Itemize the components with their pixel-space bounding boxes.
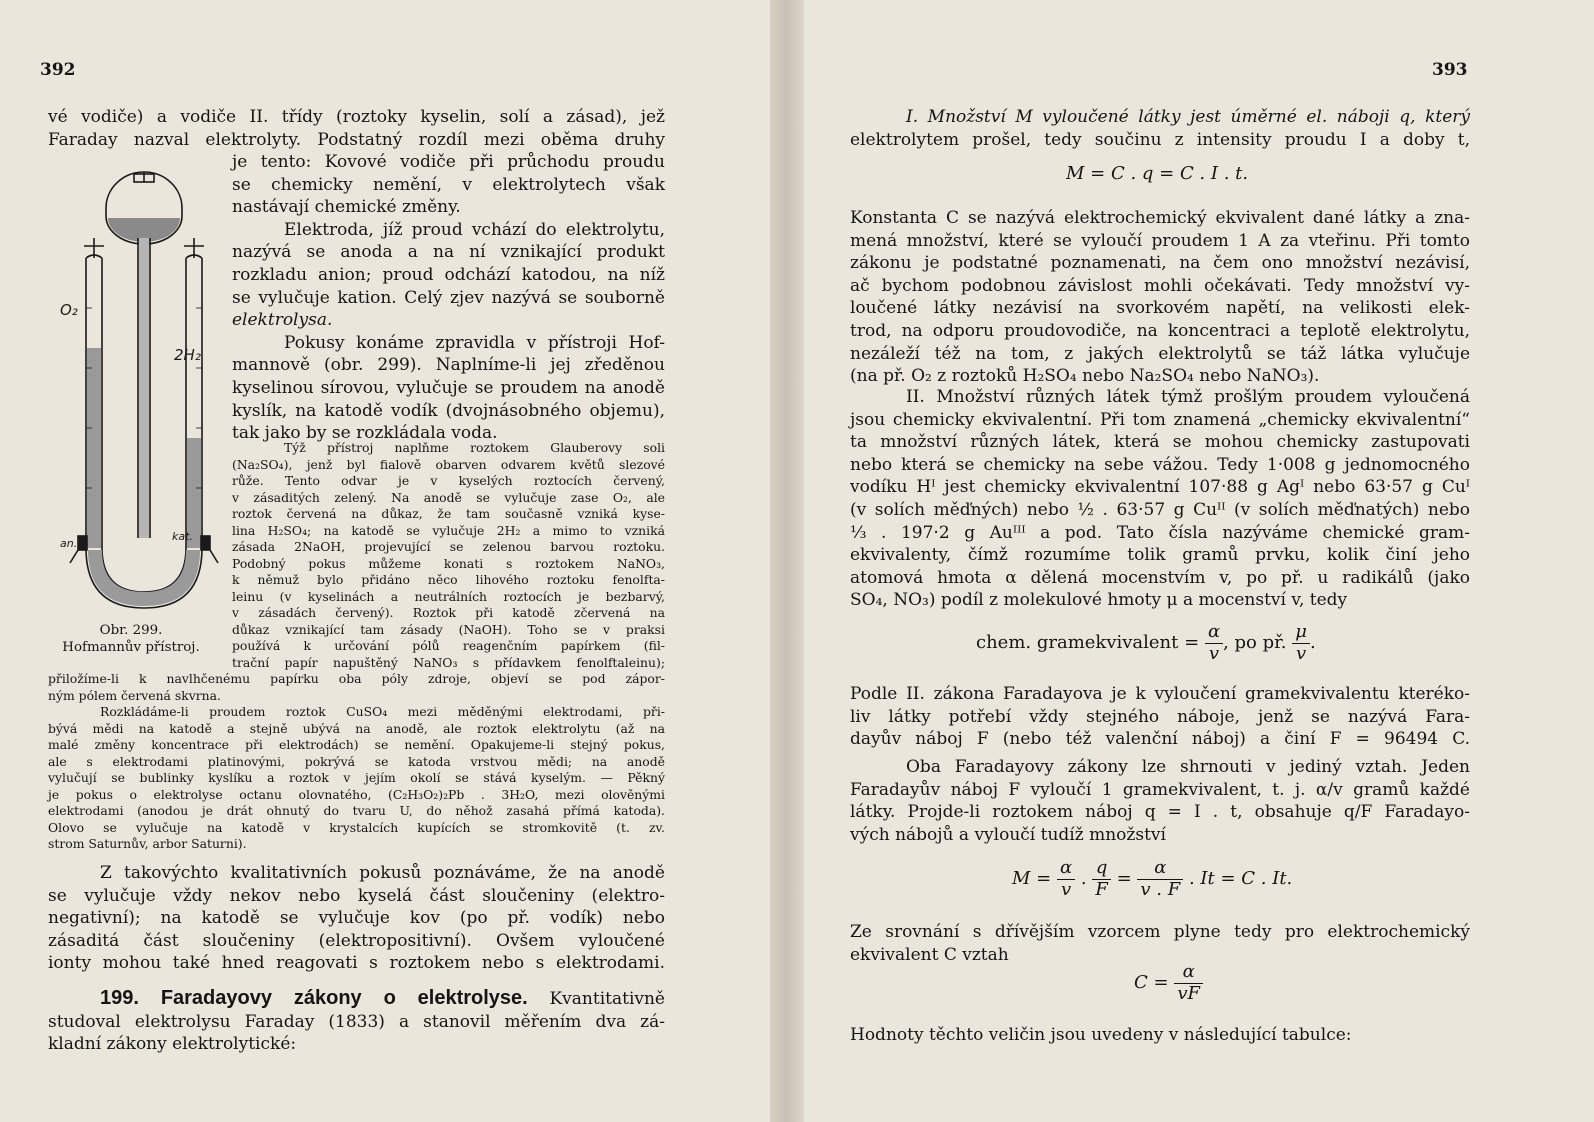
text-line: Elektroda, jíž proud vchází do elektrolytu,: [284, 219, 665, 240]
text-line: se vylučuje kation. Celý zjev nazývá se souborně: [232, 287, 665, 308]
formula-electrochemical-equivalent: [1134, 962, 1203, 1004]
text-line: Faraday nazval elektrolyty. Podstatný rozdíl mezi oběma druhy: [48, 129, 665, 150]
fraction: [1092, 858, 1111, 900]
formula-text: .: [1080, 868, 1087, 890]
figure-caption: [40, 622, 222, 656]
text-line: Konstanta C se nazývá elektrochemický ekvivalent dané látky a zna-: [850, 208, 1470, 228]
text-line: Podle II. zákona Faradayova je k vyloučení gramekvivalentu kteréko-: [850, 684, 1470, 704]
denominator: vF: [1177, 982, 1200, 1004]
book-gutter: [770, 0, 804, 1122]
numerator: μ: [1292, 622, 1310, 644]
text-line: bývá mědi na katodě a stejně ubývá na anodě, ale roztok elektrolytu (až na: [48, 720, 665, 736]
denominator: v . F: [1140, 878, 1181, 900]
text-line: atomová hmota α dělená mocenstvím v, po př. u radikálů (jako: [850, 567, 1470, 588]
formula-law1: M = C . q = C . I . t.: [1066, 163, 1249, 184]
denominator: v: [1060, 878, 1072, 900]
formula-text: C =: [1134, 972, 1169, 994]
text-line: zásada 2NaOH, projevující se zelenou barvou roztoku.: [232, 539, 665, 554]
text-line: SO₄, NO₃) podíl z molekulové hmoty μ a mocenství v, tedy: [850, 590, 1348, 611]
text-line: růže. Tento odvar je v kyselých roztocích červený,: [232, 473, 665, 488]
fraction: [1292, 622, 1310, 664]
text-line: nebo která se chemicky na sebe vážou. Tedy 1·008 g jednomocného: [850, 454, 1470, 475]
numerator: α: [1205, 622, 1223, 644]
law1-text: [850, 106, 1470, 151]
text-line: Oba Faradayovy zákony lze shrnouti v jediný vztah. Jeden: [906, 757, 1470, 777]
text-line: Hodnoty těchto veličin jsou uvedeny v následující tabulce:: [850, 1025, 1352, 1045]
text-line: leinu (v kyselinách a neutrálních roztocích je bezbarvý,: [232, 588, 665, 604]
formula-text: .: [1309, 632, 1316, 654]
figure-label-2h2: 2H₂: [174, 346, 201, 364]
denominator: v: [1208, 642, 1220, 664]
fraction: [1057, 858, 1075, 900]
formula-combined: [1012, 858, 1292, 900]
fraction: [1174, 962, 1203, 1004]
figure-label-anode: an.: [60, 537, 78, 550]
text-line: tak jako by se rozkládala voda.: [232, 423, 498, 444]
left-page: [0, 0, 770, 1122]
text-line: studoval elektrolysu Faraday (1833) a stanovil měřením dva zá-: [48, 1011, 665, 1032]
text-line: trod, na odporu proudovodiče, na koncentraci a teplotě elektrolytu,: [850, 320, 1470, 341]
text-line: Podobný pokus můžeme konati s roztokem NaNO₃,: [232, 555, 665, 571]
figure-caption-text: Hofmannův přístroj.: [62, 640, 200, 655]
formula-text: . It = C . It.: [1188, 868, 1293, 890]
page-number-left: 392: [40, 60, 76, 80]
section-heading: 199. Faradayovy zákony o elektrolyse.: [100, 987, 528, 1009]
text-line: kyslík, na katodě vodík (dvojnásobného objemu),: [232, 400, 665, 421]
text-line: používá k určování pólů reagenčním papírkem (fil-: [232, 638, 665, 653]
section-heading-line: [48, 987, 665, 1011]
text-line: (Na₂SO₄), jenž byl fialově obarven odvarem květů slezové: [232, 456, 665, 472]
text-line: (v solích měďných) nebo ½ . 63·57 g Cuᴵᴵ (v solích měďnatých) nebo: [850, 499, 1470, 520]
text-line: ⅓ . 197·2 g Auᴵᴵᴵ a pod. Tato čísla nazýváme chemické gram-: [850, 522, 1470, 543]
text-line: je tento: Kovové vodiče při průchodu proudu: [232, 152, 665, 172]
text-line: ale s elektrodami platinovými, pokrývá se katoda vrstvou mědi; na anodě: [48, 753, 665, 769]
hofmann-apparatus-drawing: [70, 172, 218, 608]
text-line: lina H₂SO₄; na katodě se vylučuje 2H₂ a mimo to vzniká: [232, 522, 665, 538]
text-line: elektrodami (anodou je drát ohnutý do tvaru U, do něhož zasahá přímá katoda).: [48, 803, 665, 818]
formula-text: M =: [1012, 868, 1052, 890]
text-line: zákonu je podstatné poznamenati, na čem ono množství nezávisí,: [850, 253, 1470, 274]
text-line: v zásadách červený). Roztok při katodě zčervená na: [232, 605, 665, 620]
numerator: α: [1057, 858, 1075, 880]
text-line: Pokusy konáme zpravidla v přístroji Hof-: [284, 332, 665, 353]
section-heading-tail: Kvantitativně: [527, 989, 665, 1009]
formula-text: =: [1116, 868, 1132, 890]
paragraph-final: [850, 1024, 1470, 1047]
numerator: α: [1137, 858, 1183, 880]
formula-text: chem. gramekvivalent =: [976, 632, 1200, 654]
paragraph-combined: [850, 756, 1470, 846]
fraction: [1205, 622, 1223, 664]
text-line: malé změny koncentrace při elektrodách) se nemění. Opakujeme-li stejný pokus,: [48, 737, 665, 752]
text-line: jsou chemicky ekvivalentní. Při tom znamená „chemicky ekvivalentní“: [850, 409, 1470, 430]
text-line: ekvivalenty, čímž rozumíme tolik gramů prvku, kolik činí jeho: [850, 545, 1470, 566]
text-line: vodíku Hᴵ jest chemicky ekvivalentní 107·88 g Agᴵ nebo 63·57 g Cuᴵ: [850, 477, 1470, 498]
formula-text: , po př.: [1223, 632, 1287, 654]
left-bottom-text: [48, 862, 665, 975]
text-line: I. Množství M vyloučené látky jest úměrné el. náboji q, který: [906, 107, 1470, 127]
text-line: ta množství různých látek, která se mohou chemicky zastupovati: [850, 432, 1470, 453]
text-line: negativní); na katodě se vylučuje kov (po př. vodík) nebo: [48, 908, 665, 929]
paragraph-faraday-charge: [850, 683, 1470, 751]
text-line: Olovo se vylučuje na katodě v krystalcích kupících se stromkovitě (t. zv.: [48, 819, 665, 835]
text-line: Faradayův náboj F vyloučí 1 gramekvivalent, t. j. α/v gramů každé: [850, 779, 1470, 800]
text-line: mená množství, které se vyloučí proudem 1 A za vteřinu. Při tomto: [850, 230, 1470, 251]
text-line: se vylučuje vždy nekov nebo kyselá část sloučeniny (elektro-: [48, 885, 665, 906]
text-line: rozkladu anion; proud odchází katodou, na níž: [232, 264, 665, 285]
left-section-text: [48, 987, 665, 1056]
text-line: ným pólem červená skvrna.: [48, 687, 221, 703]
text-line: Z takovýchto kvalitativních pokusů poznáváme, že na anodě: [100, 863, 665, 883]
law2-text: [850, 386, 1470, 612]
text-line: trační papír napuštěný NaNO₃ s přídavkem fenolftaleinu);: [232, 654, 665, 670]
text-line: nezáleží též na tom, z jakých elektrolytů se táž látka vylučuje: [850, 343, 1470, 364]
text-line: strom Saturnův, arbor Saturni).: [48, 836, 247, 851]
numerator: q: [1092, 858, 1111, 880]
paragraph-constant: [850, 207, 1470, 388]
text-line: vé vodiče) a vodiče II. třídy (roztoky kyselin, solí a zásad), jež: [48, 107, 665, 127]
text-line: nastávají chemické změny.: [232, 197, 461, 218]
text-line: se chemicky nemění, v elektrolytech však: [232, 174, 665, 195]
left-small-wrap-text: [232, 440, 665, 671]
text-line: (na př. O₂ z roztoků H₂SO₄ nebo Na₂SO₄ nebo NaNO₃).: [850, 366, 1320, 387]
text-line: ionty mohou také hned reagovati s roztokem nebo s elektrodami.: [48, 953, 665, 974]
text-line: ekvivalent C vztah: [850, 944, 1009, 965]
figure-caption-number: Obr. 299.: [99, 623, 163, 638]
text-line: nazývá se anoda a na ní vznikající produkt: [232, 242, 665, 263]
left-top-text: [48, 106, 665, 151]
hofmann-apparatus-figure: [48, 168, 228, 626]
text-line: ač bychom podobnou závislost mohli očekávati. Tedy množství vy-: [850, 275, 1470, 296]
text-line: přiložíme-li k navlhčenému papírku oba póly zdroje, objeví se pod zápor-: [48, 671, 665, 686]
text-line: Ze srovnání s dřívějším vzorcem plyne tedy pro elektrochemický: [850, 922, 1470, 942]
text-line: roztok červená na důkaz, že tam současně vzniká kyse-: [232, 506, 665, 521]
fraction: [1137, 858, 1183, 900]
text-line: dayův náboj F (nebo též valenční náboj) a činí F = 96494 C.: [850, 729, 1470, 750]
text-line: látky. Projde-li roztokem náboj q = I . t, obsahuje q/F Faradayo-: [850, 802, 1470, 823]
formula-gramekvivalent: [976, 622, 1316, 664]
text-line: vylučují se bublinky kyslíku a roztok v jejím okolí se stává kyselým. — Pěkný: [48, 770, 665, 785]
text-line: elektrolysa.: [232, 310, 333, 331]
text-line: je pokus o elektrolyse octanu olovnatého, (C₂H₃O₂)₂Pb . 3H₂O, mezi olověnými: [48, 786, 665, 802]
text-line: elektrolytem prošel, tedy součinu z intensity proudu I a doby t,: [850, 129, 1470, 150]
text-line: kyselinou sírovou, vylučuje se proudem na anodě: [232, 377, 665, 398]
text-line: k němuž bylo přidáno něco lihového roztoku fenolfta-: [232, 572, 665, 587]
left-wrap-text: [232, 151, 665, 445]
numerator: α: [1174, 962, 1203, 984]
text-line: mannově (obr. 299). Naplníme-li jej zředěnou: [232, 355, 665, 376]
denominator: F: [1095, 878, 1108, 900]
text-line: Týž přístroj naplňme roztokem Glauberovy soli: [284, 440, 665, 455]
text-line: loučené látky nezávisí na svorkovém napětí, na velikosti elek-: [850, 298, 1470, 319]
paragraph-comparison: [850, 921, 1470, 966]
figure-label-cathode: kat.: [172, 530, 193, 543]
text-line: Rozkládáme-li proudem roztok CuSO₄ mezi měděnými elektrodami, při-: [100, 704, 665, 719]
text-line: II. Množství různých látek týmž prošlým proudem vyloučená: [906, 387, 1470, 407]
text-line: v zásaditých zelený. Na anodě se vylučuje zase O₂, ale: [232, 489, 665, 505]
text-line: liv látky potřebí vždy stejného náboje, jenž se nazývá Fara-: [850, 706, 1470, 727]
figure-label-o2: O₂: [60, 301, 78, 319]
page-number-right: 393: [1432, 60, 1468, 80]
denominator: v: [1296, 642, 1307, 664]
text-line: kladní zákony elektrolytické:: [48, 1034, 297, 1055]
text-line: důkaz vznikající tam zásady (NaOH). Toho se v praksi: [232, 621, 665, 637]
text-line: zásaditá část sloučeniny (elektropositivní). Ovšem vyloučené: [48, 930, 665, 951]
text-line: vých nábojů a vyloučí tudíž množství: [850, 824, 1166, 845]
left-small-full-text: [48, 671, 665, 853]
right-page: [804, 0, 1594, 1122]
